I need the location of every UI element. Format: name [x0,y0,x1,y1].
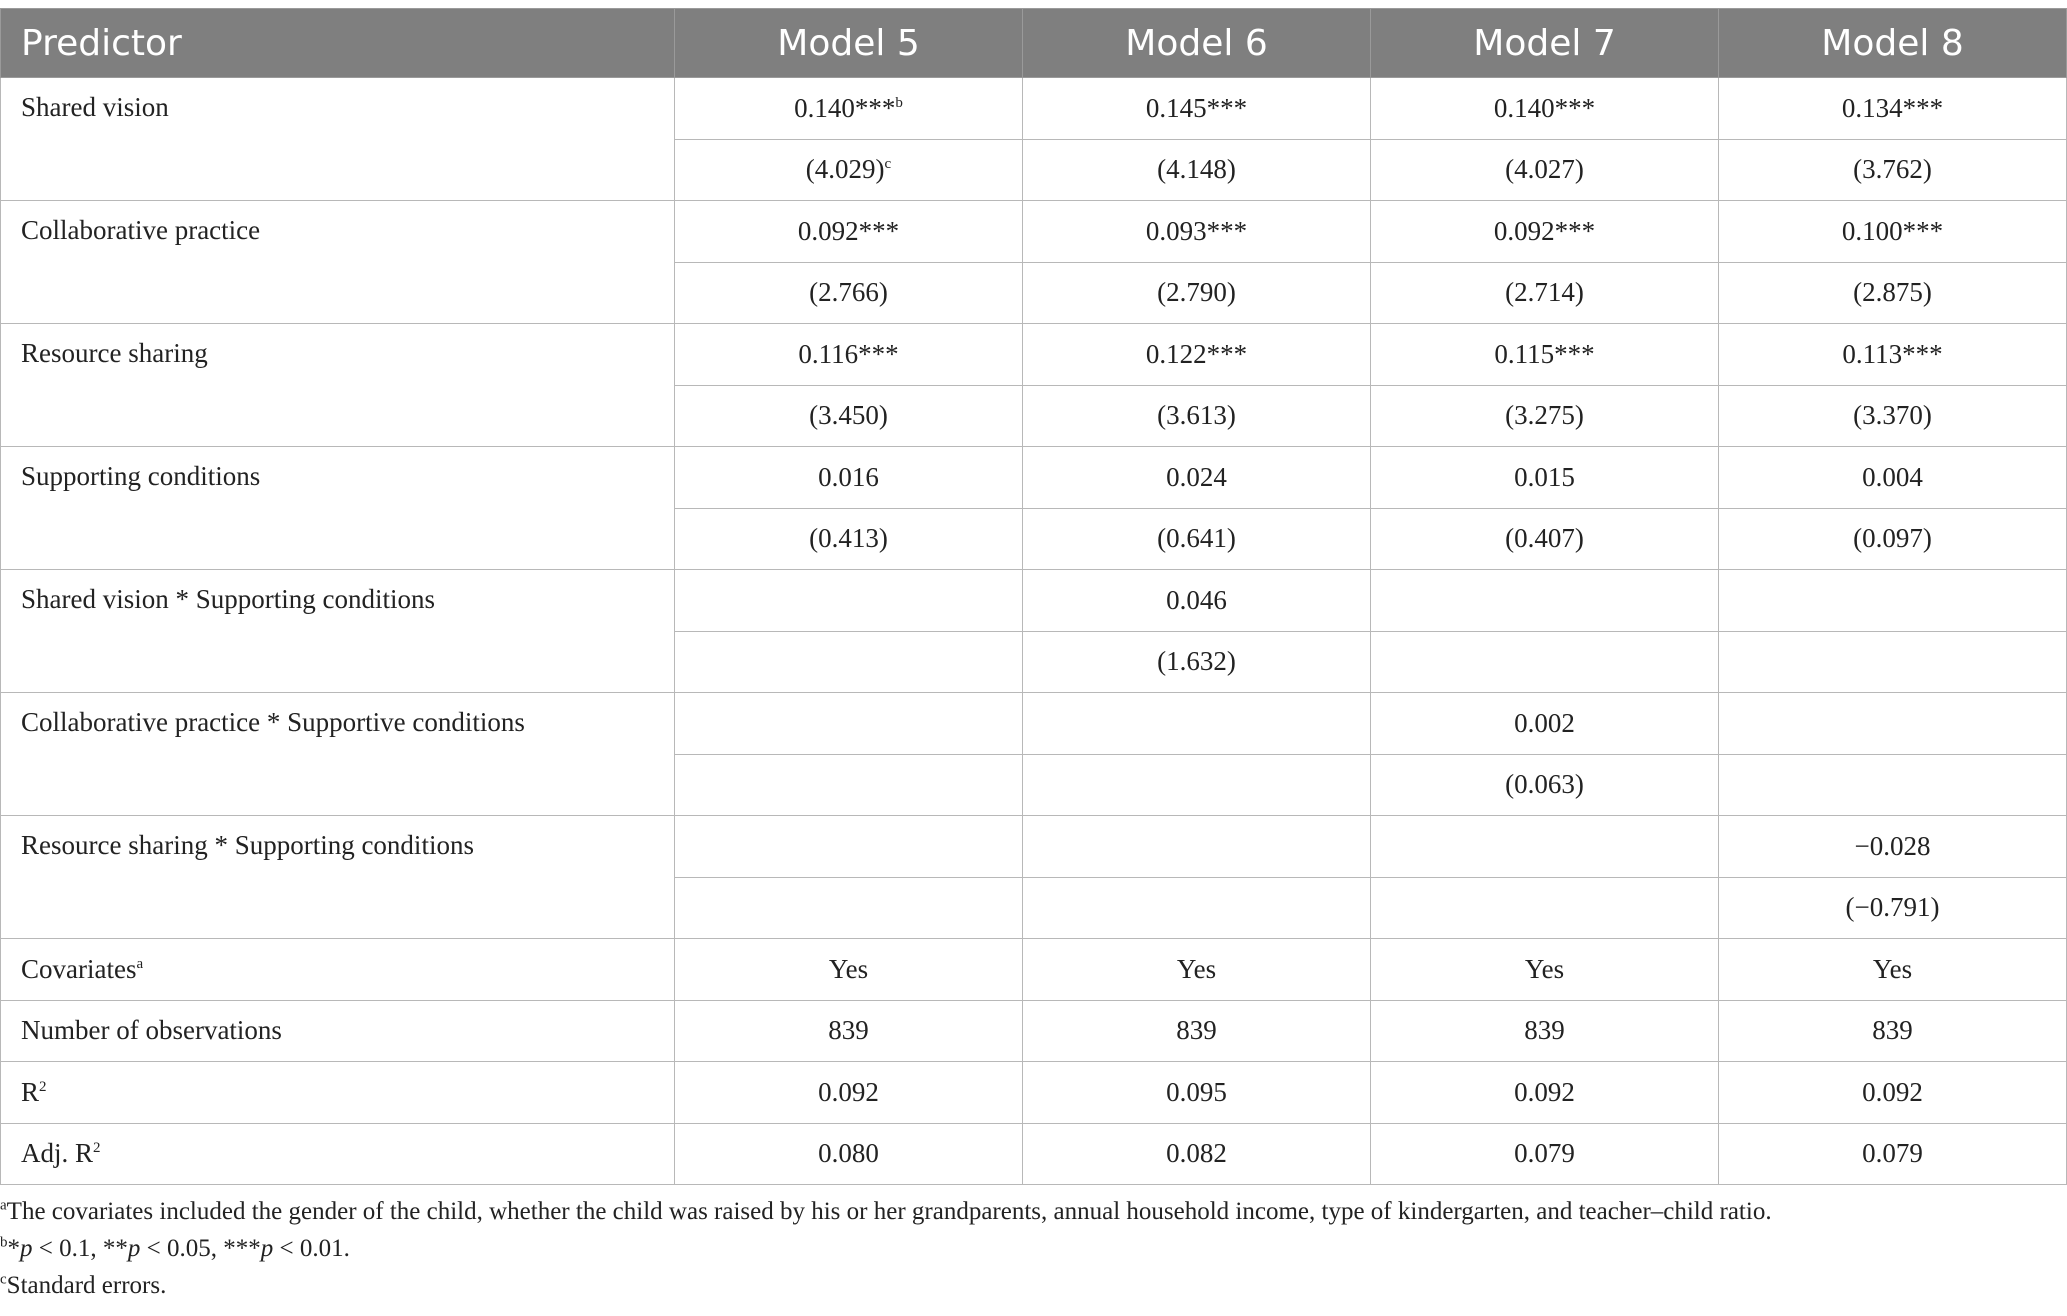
row-label-collaborative-practice: Collaborative practice [1,201,675,324]
cell-se [1371,877,1719,939]
table-row [1,693,2067,755]
cell-coef: 0.016 [675,447,1023,509]
cell-se: (3.762) [1719,139,2067,201]
cell-coef [1023,693,1371,755]
cell-se [1023,877,1371,939]
cell-coef: 0.140*** [1371,78,1719,140]
row-label-observations: Number of observations [1,1000,675,1062]
cell-se: (0.413) [675,508,1023,570]
table-row [1,201,2067,263]
cell-coef: −0.028 [1719,816,2067,878]
cell-coef [1719,693,2067,755]
cell-se [1371,631,1719,693]
cell-se: (0.063) [1371,754,1719,816]
table-row [1,1123,2067,1185]
table-row [1,447,2067,509]
cell-coef: 0.145*** [1023,78,1371,140]
cell-coef: 0.140***$^b$ [675,78,1023,140]
cell-coef [675,570,1023,632]
cell-se: (0.407) [1371,508,1719,570]
cell-value: 0.092 [1719,1062,2067,1124]
table-footnotes [0,1193,2060,1304]
cell-coef [675,816,1023,878]
cell-value: Yes [1371,939,1719,1001]
table-row [1,1000,2067,1062]
header-predictor: Predictor [1,9,675,78]
cell-coef: 0.113*** [1719,324,2067,386]
table-header [1,9,2067,78]
cell-se: (3.613) [1023,385,1371,447]
cell-value: 0.079 [1371,1123,1719,1185]
header-model-7: Model 7 [1371,9,1719,78]
cell-se [1023,754,1371,816]
cell-coef: 0.004 [1719,447,2067,509]
cell-coef: 0.092*** [1371,201,1719,263]
cell-value: 839 [1023,1000,1371,1062]
cell-coef: 0.116*** [675,324,1023,386]
cell-value: 839 [1371,1000,1719,1062]
cell-coef: 0.092*** [675,201,1023,263]
cell-se [675,754,1023,816]
cell-coef: 0.046 [1023,570,1371,632]
header-row [1,9,2067,78]
cell-value: 0.095 [1023,1062,1371,1124]
table-row [1,570,2067,632]
header-model-5: Model 5 [675,9,1023,78]
cell-se: (0.097) [1719,508,2067,570]
cell-value: 839 [675,1000,1023,1062]
cell-coef [1371,570,1719,632]
cell-se: (3.370) [1719,385,2067,447]
cell-coef: 0.015 [1371,447,1719,509]
row-label-shared-vision-interaction: Shared vision * Supporting conditions [1,570,675,693]
cell-se: (0.641) [1023,508,1371,570]
row-label-shared-vision: Shared vision [1,78,675,201]
cell-value: 0.092 [675,1062,1023,1124]
cell-se: (2.714) [1371,262,1719,324]
cell-se: (4.027) [1371,139,1719,201]
cell-se: (2.766) [675,262,1023,324]
cell-se: (3.275) [1371,385,1719,447]
cell-coef: 0.002 [1371,693,1719,755]
header-model-8: Model 8 [1719,9,2067,78]
cell-se: (−0.791) [1719,877,2067,939]
cell-se: (3.450) [675,385,1023,447]
cell-se [675,877,1023,939]
cell-value: Yes [1023,939,1371,1001]
table-body [1,78,2067,1185]
table-row [1,816,2067,878]
cell-se [675,631,1023,693]
row-label-resource-sharing: Resource sharing [1,324,675,447]
footnote-b: $^b$*p < 0.1, **p < 0.05, ***p < 0.01. [0,1234,350,1262]
cell-coef: 0.093*** [1023,201,1371,263]
table-row [1,78,2067,140]
cell-value: Yes [1719,939,2067,1001]
cell-value: 0.080 [675,1123,1023,1185]
cell-se: (2.790) [1023,262,1371,324]
regression-table [0,8,2067,1185]
cell-se: (4.148) [1023,139,1371,201]
cell-se [1719,631,2067,693]
table-row [1,1062,2067,1124]
cell-coef [675,693,1023,755]
footnote-mark-a: a [136,955,144,972]
row-label-supporting-conditions: Supporting conditions [1,447,675,570]
cell-coef: 0.115*** [1371,324,1719,386]
cell-value: 0.092 [1371,1062,1719,1124]
cell-coef [1371,816,1719,878]
cell-coef [1719,570,2067,632]
cell-value: Yes [675,939,1023,1001]
header-model-6: Model 6 [1023,9,1371,78]
table-row [1,939,2067,1001]
footnote-a: $^a$The covariates included the gender of the child, whether the child was raised by his or her grandparents, annual household income, type of kindergarten, and teacher–child ratio. [0,1197,1772,1225]
regression-table-container [0,8,2067,1185]
table-row [1,324,2067,386]
cell-se: (1.632) [1023,631,1371,693]
row-label-r-squared: $R^2$ [1,1062,675,1124]
footnote-mark-c: c [884,156,892,173]
row-label-adj-r-squared: Adj. $R^2$ [1,1123,675,1185]
cell-se: $(4.029)^c$ [675,139,1023,201]
cell-coef: 0.134*** [1719,78,2067,140]
cell-value: 0.082 [1023,1123,1371,1185]
footnote-c: $^c$Standard errors. [0,1271,167,1299]
cell-coef [1023,816,1371,878]
cell-se: (2.875) [1719,262,2067,324]
cell-coef: 0.100*** [1719,201,2067,263]
row-label-resource-sharing-interaction: Resource sharing * Supporting conditions [1,816,675,939]
cell-coef: 0.122*** [1023,324,1371,386]
row-label-covariates: Covariates$^a$ [1,939,675,1001]
cell-value: 839 [1719,1000,2067,1062]
footnote-mark-b: b [895,94,903,111]
cell-se [1719,754,2067,816]
row-label-collaborative-practice-interaction: Collaborative practice * Supportive conditions [1,693,675,816]
cell-coef: 0.024 [1023,447,1371,509]
cell-value: 0.079 [1719,1123,2067,1185]
